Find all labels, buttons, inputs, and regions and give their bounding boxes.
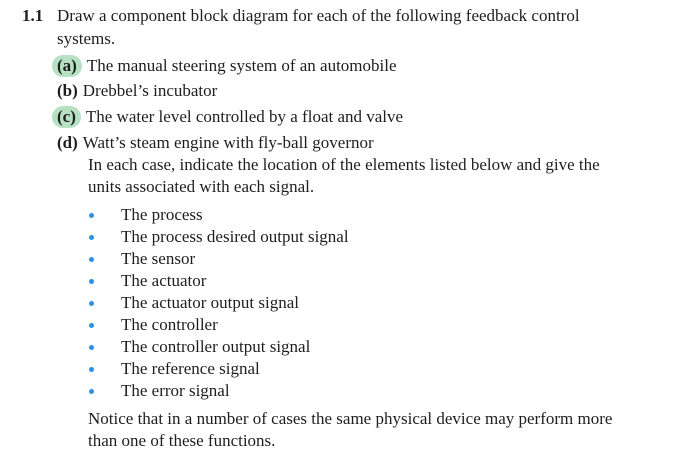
bullet-icon (89, 345, 94, 350)
bullet-icon (89, 235, 94, 240)
part-b-text: Drebbel’s incubator (82, 81, 218, 100)
bullet-icon (89, 213, 94, 218)
part-c-label: (c) (52, 106, 81, 128)
bullet-icon (89, 257, 94, 262)
list-item-text: The controller (121, 315, 218, 334)
list-item-text: The error signal (121, 381, 230, 400)
instruction-line-1: In each case, indicate the location of the elements listed below and give the (88, 155, 600, 174)
list-item (0, 204, 700, 226)
list-item-text: The sensor (121, 249, 196, 268)
list-item-text: The process (121, 205, 203, 224)
list-item-text: The actuator (121, 271, 207, 290)
part-a-text: The manual steering system of an automobile (86, 56, 397, 75)
notice-line-2: than one of these functions. (88, 431, 276, 450)
part-a (57, 55, 397, 77)
bullet-icon (89, 389, 94, 394)
problem-number: 1.1 (22, 6, 44, 25)
list-item (0, 292, 700, 314)
list-item (0, 226, 700, 248)
list-item-text: The process desired output signal (121, 227, 349, 246)
list-item-text: The reference signal (121, 359, 260, 378)
bullet-icon (89, 367, 94, 372)
part-d (57, 132, 374, 154)
part-d-text: Watt’s steam engine with fly-ball governor (82, 133, 374, 152)
list-item (0, 380, 700, 402)
list-item (0, 270, 700, 292)
bullet-icon (89, 279, 94, 284)
list-item (0, 248, 700, 270)
part-c-text: The water level controlled by a float and valve (85, 107, 404, 126)
problem-prompt-line-1: Draw a component block diagram for each of the following feedback control (57, 6, 580, 25)
part-d-label: (d) (57, 133, 78, 152)
instruction-line-2: units associated with each signal. (88, 177, 315, 196)
bullet-icon (89, 323, 94, 328)
problem-prompt-line-2: systems. (57, 29, 116, 48)
list-item-text: The controller output signal (121, 337, 311, 356)
bullet-icon (89, 301, 94, 306)
list-item (0, 336, 700, 358)
list-item (0, 314, 700, 336)
list-item-text: The actuator output signal (121, 293, 299, 312)
part-c (57, 106, 403, 128)
notice-line-1: Notice that in a number of cases the same physical device may perform more (88, 409, 613, 428)
part-a-label: (a) (52, 55, 82, 77)
part-b-label: (b) (57, 81, 78, 100)
part-b (57, 80, 217, 102)
list-item (0, 358, 700, 380)
